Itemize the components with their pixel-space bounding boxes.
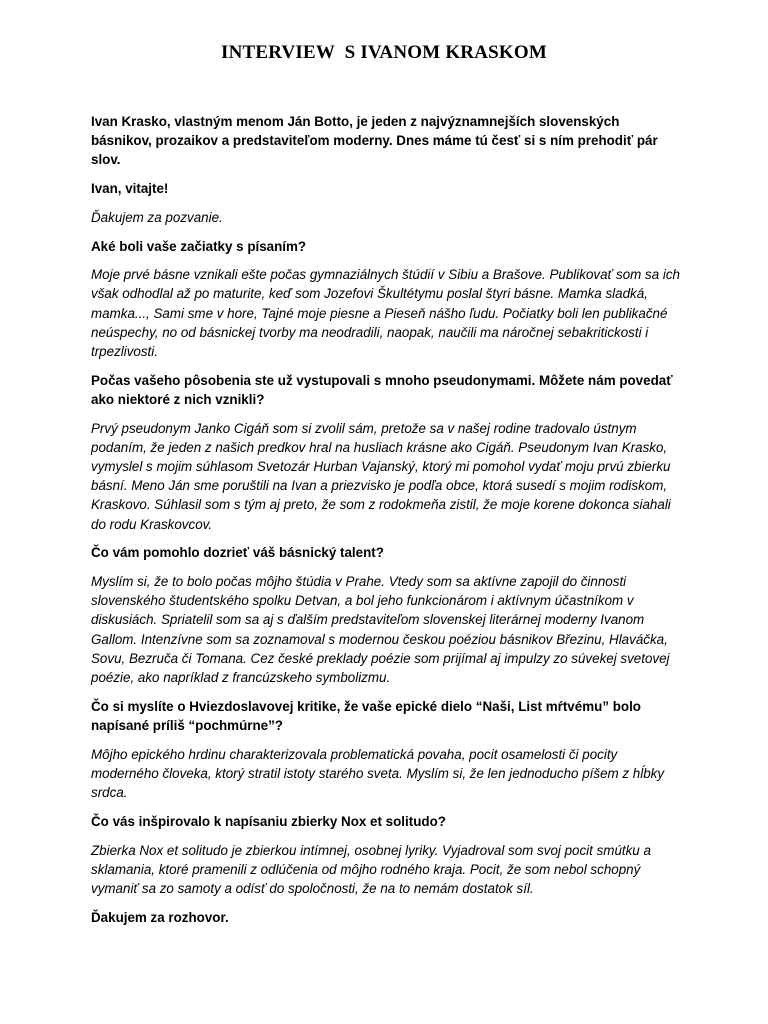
page-title: INTERVIEW S IVANOM KRASKOM (220, 42, 548, 63)
question-paragraph: Aké boli vaše začiatky s písaním? (91, 238, 307, 254)
answer-paragraph: Zbierka Nox et solitudo je zbierkou intímnej, osobnej lyriky. Vyjadroval som svoj pocit smútku a sklamania, ktoré pramenili z odlúčenia od môjho rodného kraja. Pocit, že som nebol schopný vymaniť sa zo samoty a odísť do spoločnosti, že na to nemám dostatok síl. (91, 842, 651, 896)
closing-paragraph: Ďakujem za rozhovor. (91, 909, 229, 925)
answer-paragraph: Prvý pseudonym Janko Cigáň som si zvolil sám, pretože sa v našej rodine tradovalo ústnym podaním, že jeden z našich predkov hral na husliach krásne ako Cigáň. Pseudonym Ivan Krasko, vymyslel s mojim súhlasom Svetozár Hurban Vajanský, ktorý mi pomohol vydať moju prvú zbierku básní. Meno Ján sme poruštili na Ivan a priezvisko je podľa obce, ktorá susedí s mojim rodiskom, Kraskovo. Súhlasil som s tým aj preto, že som z rodokmeňa zistil, že moje korene dokonca siahali do rodu Kraskovcov. (91, 420, 671, 532)
answer-paragraph: Myslím si, že to bolo počas môjho štúdia v Prahe. Vtedy som sa aktívne zapojil do činnosti slovenského študentského spolku Detvan, a bol jeho funkcionárom i aktívnym účastníkom v diskusiách. Spriatelil som sa aj s ďalším predstaviteľom slovenskej literárnej moderny Ivanom Gallom. Intenzívne som sa zoznamoval s modernou českou poéziou básnikov Březinu, Hlaváčka, Sovu, Bezruča či Tomana. Cez české preklady poézie som prijímal aj impulzy zo súvekej svetovej poézie, ako napríklad z francúzskeho symbolizmu. (91, 574, 670, 686)
question-paragraph: Čo vás inšpirovalo k napísaniu zbierky Nox et solitudo? (91, 813, 446, 829)
answer-paragraph: Môjho epického hrdinu charakterizovala problematická povaha, pocit osamelosti či pocity moderného človeka, ktorý stratil istoty starého sveta. Myslím si, že len jednoducho píšem z hĺbky srdca. (91, 746, 665, 801)
question-paragraph: Počas vašeho pôsobenia ste už vystupovali s mnoho pseudonymami. Môžete nám povedať ako niektoré z nich vznikli? (91, 372, 673, 407)
question-paragraph: Ivan, vitajte! (91, 181, 169, 197)
interview-body (91, 112, 681, 936)
question-paragraph: Čo si myslíte o Hviezdoslavovej kritike, že vaše epické dielo “Naši, List mŕtvému” bolo napísané príliš “pochmúrne”? (91, 698, 641, 733)
question-paragraph: Čo vám pomohlo dozrieť váš básnický talent? (91, 545, 384, 561)
answer-paragraph: Ďakujem za pozvanie. (91, 209, 223, 225)
intro-paragraph: Ivan Krasko, vlastným menom Ján Botto, je jeden z najvýznamnejších slovenských básnikov, prozaikov a predstaviteľom moderny. Dnes máme tú česť si s ním prehodiť pár slov. (91, 114, 658, 168)
answer-paragraph: Moje prvé básne vznikali ešte počas gymnaziálnych štúdií v Sibiu a Brašove. Publikovať som sa ich však odhodlal až po maturite, keď som Jozefovi Škultétymu poslal štyri básne. Mamka sladká, mamka..., Sami sme v hore, Tajné moje piesne a Pieseň nášho ľudu. Počiatky boli len publikačné neúspechy, no od básnickej tvorby ma neodradili, naopak, naučili ma náročnej sebakritickosti i trpezlivosti. (91, 267, 681, 360)
